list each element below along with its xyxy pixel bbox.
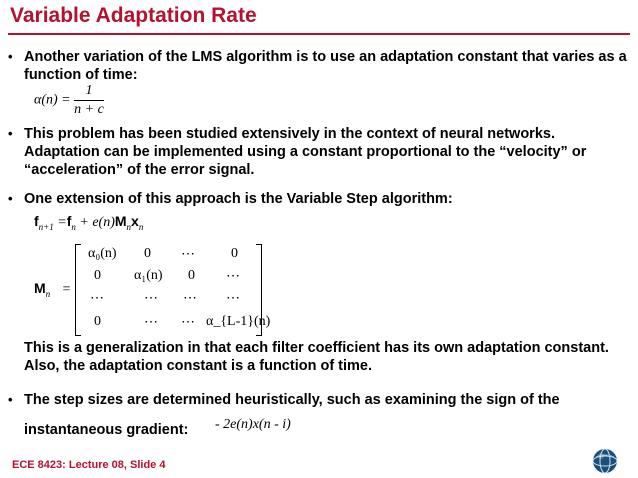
update-M-sub: n	[126, 221, 132, 232]
update-f2-sub: n	[71, 221, 76, 232]
matrix-cell-0-3: 0	[231, 246, 238, 261]
matrix-bracket-bl	[76, 335, 81, 336]
bullet-4-line2: instantaneous gradient:	[24, 422, 189, 438]
update-f1: f	[34, 213, 39, 229]
alpha-equation	[34, 82, 104, 119]
update-plus: + e(n)	[79, 215, 115, 230]
update-eq: =	[57, 215, 67, 230]
alpha-lhs: α(n) =	[34, 92, 71, 108]
matrix-cell-3-1: ⋯	[144, 315, 158, 330]
slide-title: Variable Adaptation Rate	[10, 4, 257, 27]
slide-footer: ECE 8423: Lecture 08, Slide 4	[12, 459, 166, 471]
bullet-dot-icon: •	[8, 49, 13, 64]
bullet-dot-icon: •	[8, 126, 13, 141]
matrix-bracket-tl	[76, 244, 81, 245]
matrix-cell-0-1: 0	[144, 246, 151, 261]
step-size-matrix	[75, 244, 271, 336]
update-equation	[34, 213, 143, 232]
matrix-cell-0-0: α₀(n)	[88, 246, 117, 261]
globe-logo-icon	[592, 448, 618, 474]
update-M: M	[114, 213, 127, 229]
matrix-cell-3-0: 0	[94, 314, 101, 329]
matrix-cell-2-3: ⋯	[226, 291, 240, 306]
title-underline	[8, 33, 630, 35]
alpha-denominator: n + c	[74, 102, 104, 117]
update-x-sub: n	[138, 221, 144, 232]
matrix-cell-3-3: α_{L-1}(n)	[206, 314, 271, 329]
update-x: x	[131, 213, 139, 229]
alpha-numerator: 1	[74, 82, 104, 101]
matrix-cell-1-2: 0	[188, 268, 195, 283]
bullet-dot-icon: •	[8, 392, 13, 407]
bullet-3-text: One extension of this approach is the Variable Step algorithm:	[24, 191, 453, 207]
matrix-cell-2-1: ⋯	[144, 291, 158, 306]
bullet-4-text: The step sizes are determined heuristically, such as examining the sign of the	[24, 392, 560, 408]
bullet-dot-icon: •	[8, 191, 13, 206]
matrix-bracket-br	[256, 335, 261, 336]
matrix-cell-3-2: ⋯	[181, 315, 195, 330]
matrix-cell-2-0: ⋯	[90, 291, 104, 306]
matrix-eq: =	[61, 282, 72, 297]
matrix-cell-1-3: ⋯	[226, 269, 240, 284]
matrix-M-sub: n	[45, 288, 51, 299]
matrix-cell-0-2: ⋯	[181, 247, 195, 262]
matrix-bracket-tr	[256, 244, 261, 245]
matrix-M: M	[34, 280, 46, 296]
update-f1-sub: n+1	[38, 221, 54, 232]
update-f2: f	[66, 213, 72, 229]
matrix-cell-2-2: ⋯	[183, 291, 197, 306]
bullet-2-text: This problem has been studied extensively in the context of neural networks. Adaptation can be implemented using a constant proportional to the “velocity” or “acceleration” of the error signal.	[24, 126, 587, 178]
matrix-cell-1-1: α₁(n)	[134, 268, 163, 283]
matrix-lhs	[34, 280, 71, 299]
matrix-cell-1-0: 0	[94, 268, 101, 283]
generalization-text: This is a generalization in that each filter coefficient has its own adaptation constant. Also, the adaptation constant is a function of time.	[24, 340, 609, 374]
gradient-equation: - 2e(n)x(n - i)	[215, 417, 291, 432]
alpha-fraction	[74, 82, 104, 119]
bullet-1-text: Another variation of the LMS algorithm is to use an adaptation constant that varies as a function of time:	[24, 49, 627, 83]
